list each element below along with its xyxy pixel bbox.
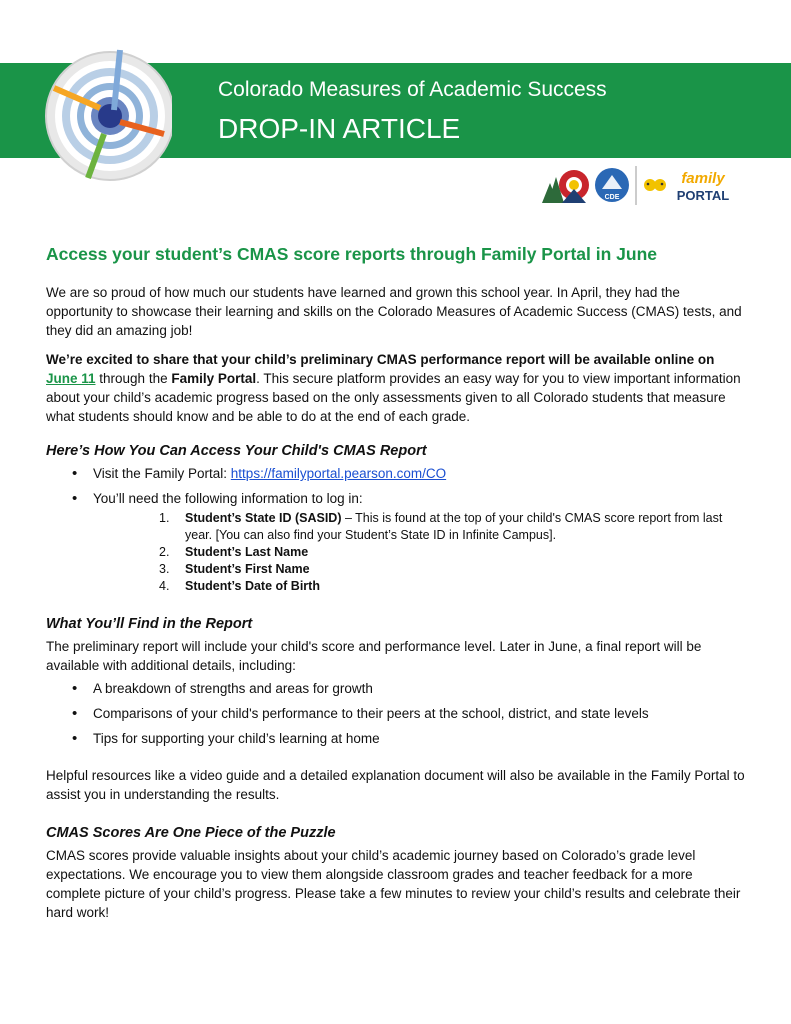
family-portal-label: Family Portal bbox=[171, 371, 257, 386]
access-bullet-list bbox=[46, 464, 746, 595]
availability-lead: We’re excited to share that your child’s preliminary CMAS performance report will be available online on bbox=[46, 352, 715, 367]
report-intro: The preliminary report will include your child's score and performance level. Later in June, a final report will be available with additional details, including: bbox=[46, 639, 702, 673]
banner-subtitle: Colorado Measures of Academic Success bbox=[218, 78, 607, 101]
family-portal-logo bbox=[644, 170, 729, 203]
list-item: • Comparisons of your child's performance to their peers at the school, district, and state levels bbox=[72, 704, 746, 723]
login-steps-list bbox=[93, 510, 746, 595]
availability-rest: . This secure platform provides an easy way for you to view important information about your child’s academic progress based on the only assessments given to all Colorado students that measure what students should know and be able to do at the end of each grade. bbox=[46, 371, 741, 424]
intro-paragraph: We are so proud of how much our students have learned and grown this school year. In April, they had the opportunity to showcase their learning and skills on the Colorado Measures of Academic Success (CMAS) tests, and they did an amazing job! bbox=[46, 285, 742, 338]
svg-text:family: family bbox=[681, 170, 725, 187]
availability-mid: through the bbox=[95, 371, 172, 386]
section-heading-access: Here’s How You Can Access Your Child's CMAS Report bbox=[46, 443, 427, 459]
article-headline: Access your student’s CMAS score reports through Family Portal in June bbox=[46, 244, 658, 264]
step-item: 2. Student’s Last Name bbox=[159, 545, 309, 559]
section-heading-report: What You’ll Find in the Report bbox=[46, 616, 253, 632]
availability-paragraph bbox=[46, 350, 746, 426]
cde-logo bbox=[595, 168, 629, 202]
puzzle-paragraph: CMAS scores provide valuable insights about your child’s academic journey based on Colorado’s grade level expectations. We encourage you to view them alongside classroom grades and teacher feedback for a more complete picture of your child’s progress. Please take a few minutes to review your child’s results and celebrate their hard work! bbox=[46, 848, 741, 920]
report-bullet-list bbox=[46, 679, 746, 748]
resources-paragraph: Helpful resources like a video guide and a detailed explanation document will also be available in the Family Portal to assist you in understanding the results. bbox=[46, 768, 745, 802]
svg-text:PORTAL: PORTAL bbox=[676, 188, 730, 203]
list-item: • Visit the Family Portal: https://familyportal.pearson.com/CO bbox=[72, 464, 746, 483]
partner-logos bbox=[540, 163, 745, 208]
target-logo bbox=[32, 38, 172, 193]
step-item: 3. Student’s First Name bbox=[159, 562, 310, 576]
list-item: • You’ll need the following information to log in: 1. Student’s State ID (SASID) – This is found at the top of your child's CMAS score report from last year. [You can also find your Student’s State ID in Infinite Campus]. 2. Student’s Last Name 3. Student’s First Name 4. Student’s Date of Birth bbox=[72, 489, 746, 595]
list-item: • A breakdown of strengths and areas for growth bbox=[72, 679, 746, 698]
colorado-logo bbox=[542, 170, 589, 203]
banner-title: DROP-IN ARTICLE bbox=[218, 113, 461, 144]
article-body bbox=[46, 243, 746, 932]
step-item: 4. Student’s Date of Birth bbox=[159, 579, 320, 593]
svg-text:CDE: CDE bbox=[604, 194, 620, 201]
june-11-link[interactable]: June 11 bbox=[46, 371, 96, 386]
section-heading-puzzle: CMAS Scores Are One Piece of the Puzzle bbox=[46, 825, 336, 841]
list-item: • Tips for supporting your child’s learning at home bbox=[72, 729, 746, 748]
family-portal-url-link[interactable]: https://familyportal.pearson.com/CO bbox=[230, 466, 447, 481]
step-item: 1. Student’s State ID (SASID) – This is found at the top of your child's CMAS score report from last year. [You can also find your Student’s State ID in Infinite Campus]. bbox=[159, 511, 723, 542]
